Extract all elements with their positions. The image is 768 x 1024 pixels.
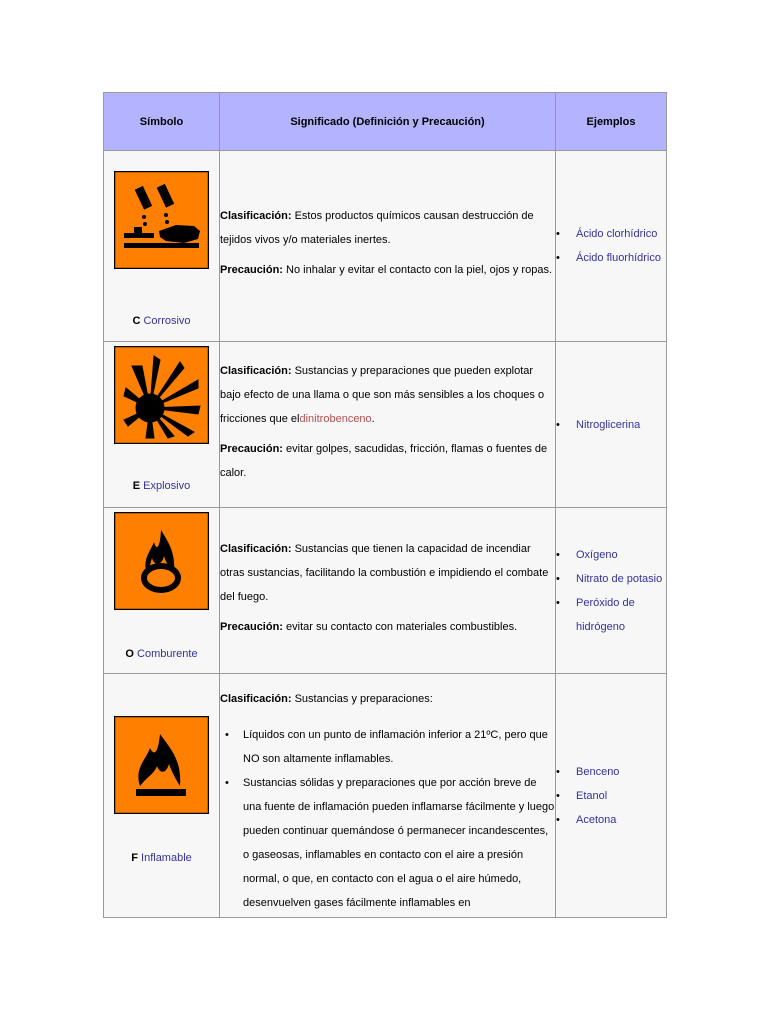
symbol-cell [104,508,220,674]
table-header-row [104,93,667,151]
precaution-label: Precaución: [220,442,283,455]
header-symbol: Símbolo [104,93,220,151]
hazard-code: C [132,315,141,327]
hazard-name-link[interactable]: Comburente [137,648,198,660]
symbol-cell [104,342,220,508]
precaution-text: evitar su contacto con materiales combustibles. [282,620,518,633]
examples-cell [556,151,667,342]
meaning-cell [220,342,556,508]
list-item: • Líquidos con un punto de inflamación inferior a 21ºC, pero que NO son altamente inflamables. [220,723,555,771]
flammable-icon [114,716,209,814]
precaution-text: No inhalar y evitar el contacto con la piel, ojos y ropas. [282,264,552,276]
hazard-name-link[interactable]: Explosivo [143,480,191,492]
example-link[interactable]: • Ácido fluorhídrico [556,246,666,270]
example-link[interactable]: • Nitrato de potasio [556,567,666,591]
table-row-oxidizing [104,508,667,674]
hazard-code: F [131,852,138,864]
corrosive-icon [114,171,209,269]
classification-text: Sustancias y preparaciones: [291,693,433,705]
symbol-cell [104,674,220,918]
header-examples: Ejemplos [556,93,667,151]
symbol-cell [104,151,220,342]
example-link[interactable]: • Etanol [556,784,666,808]
example-link[interactable]: • Nitroglicerina [556,413,666,437]
example-link[interactable]: • Ácido clorhídrico [556,222,666,246]
symbol-caption [104,648,219,660]
classification-label: Clasificación: [220,693,292,705]
table-row-explosive [104,342,667,508]
symbol-caption [104,480,219,492]
classification-label: Clasificación: [220,364,292,377]
oxidizing-icon [114,512,209,610]
meaning-cell [220,151,556,342]
hazard-code: E [132,480,141,492]
dinitrobenceno-link[interactable]: dinitrobenceno [299,412,372,425]
symbol-caption [104,315,219,327]
classification-text: Sustancias y preparaciones que pueden explotar bajo efecto de una llama o que son más sensibles a los choques o fricciones que el [220,364,545,425]
classification-label: Clasificación: [220,210,292,222]
meaning-cell [220,508,556,674]
examples-cell [556,674,667,918]
header-meaning: Significado (Definición y Precaución) [220,93,556,151]
hazard-symbols-table [103,92,667,918]
classification-text: Sustancias que tienen la capacidad de incendiar otras sustancias, facilitando la combustión e impidiendo el combate del fuego. [220,542,549,603]
example-link[interactable]: • Benceno [556,760,666,784]
examples-cell [556,342,667,508]
precaution-label: Precaución: [220,620,283,633]
meaning-content [220,687,555,917]
classification-text: Estos productos químicos causan destrucción de tejidos vivos y/o materiales inertes. [220,210,534,246]
table-row-flammable [104,674,667,918]
symbol-caption [104,852,219,864]
classification-text-end: . [371,412,375,425]
hazard-name-link[interactable]: Inflamable [141,852,192,864]
example-link[interactable]: • Oxígeno [556,543,666,567]
examples-cell [556,508,667,674]
example-link[interactable]: • Acetona [556,808,666,832]
table-row-corrosive [104,151,667,342]
precaution-text: evitar golpes, sacudidas, fricción, flamas o fuentes de calor. [220,442,548,479]
hazard-code: O [125,648,134,660]
classification-label: Clasificación: [220,542,292,555]
explosive-icon [114,346,209,444]
example-link[interactable]: • Peróxido de hidrógeno [556,591,666,639]
meaning-cell [220,674,556,918]
hazard-name-link[interactable]: Corrosivo [143,315,191,327]
list-item: • Sustancias sólidas y preparaciones que por acción breve de una fuente de inflamación pueden inflamarse fácilmente y luego pueden continuar quemándose ó permanecer incandescentes, o gaseosas, inflamables en contacto con el aire a presión normal, o que, en contacto con el agua o el aire húmedo, desenvuelven gases fácilmente inflamables en [220,771,555,915]
precaution-label: Precaución: [220,264,283,276]
